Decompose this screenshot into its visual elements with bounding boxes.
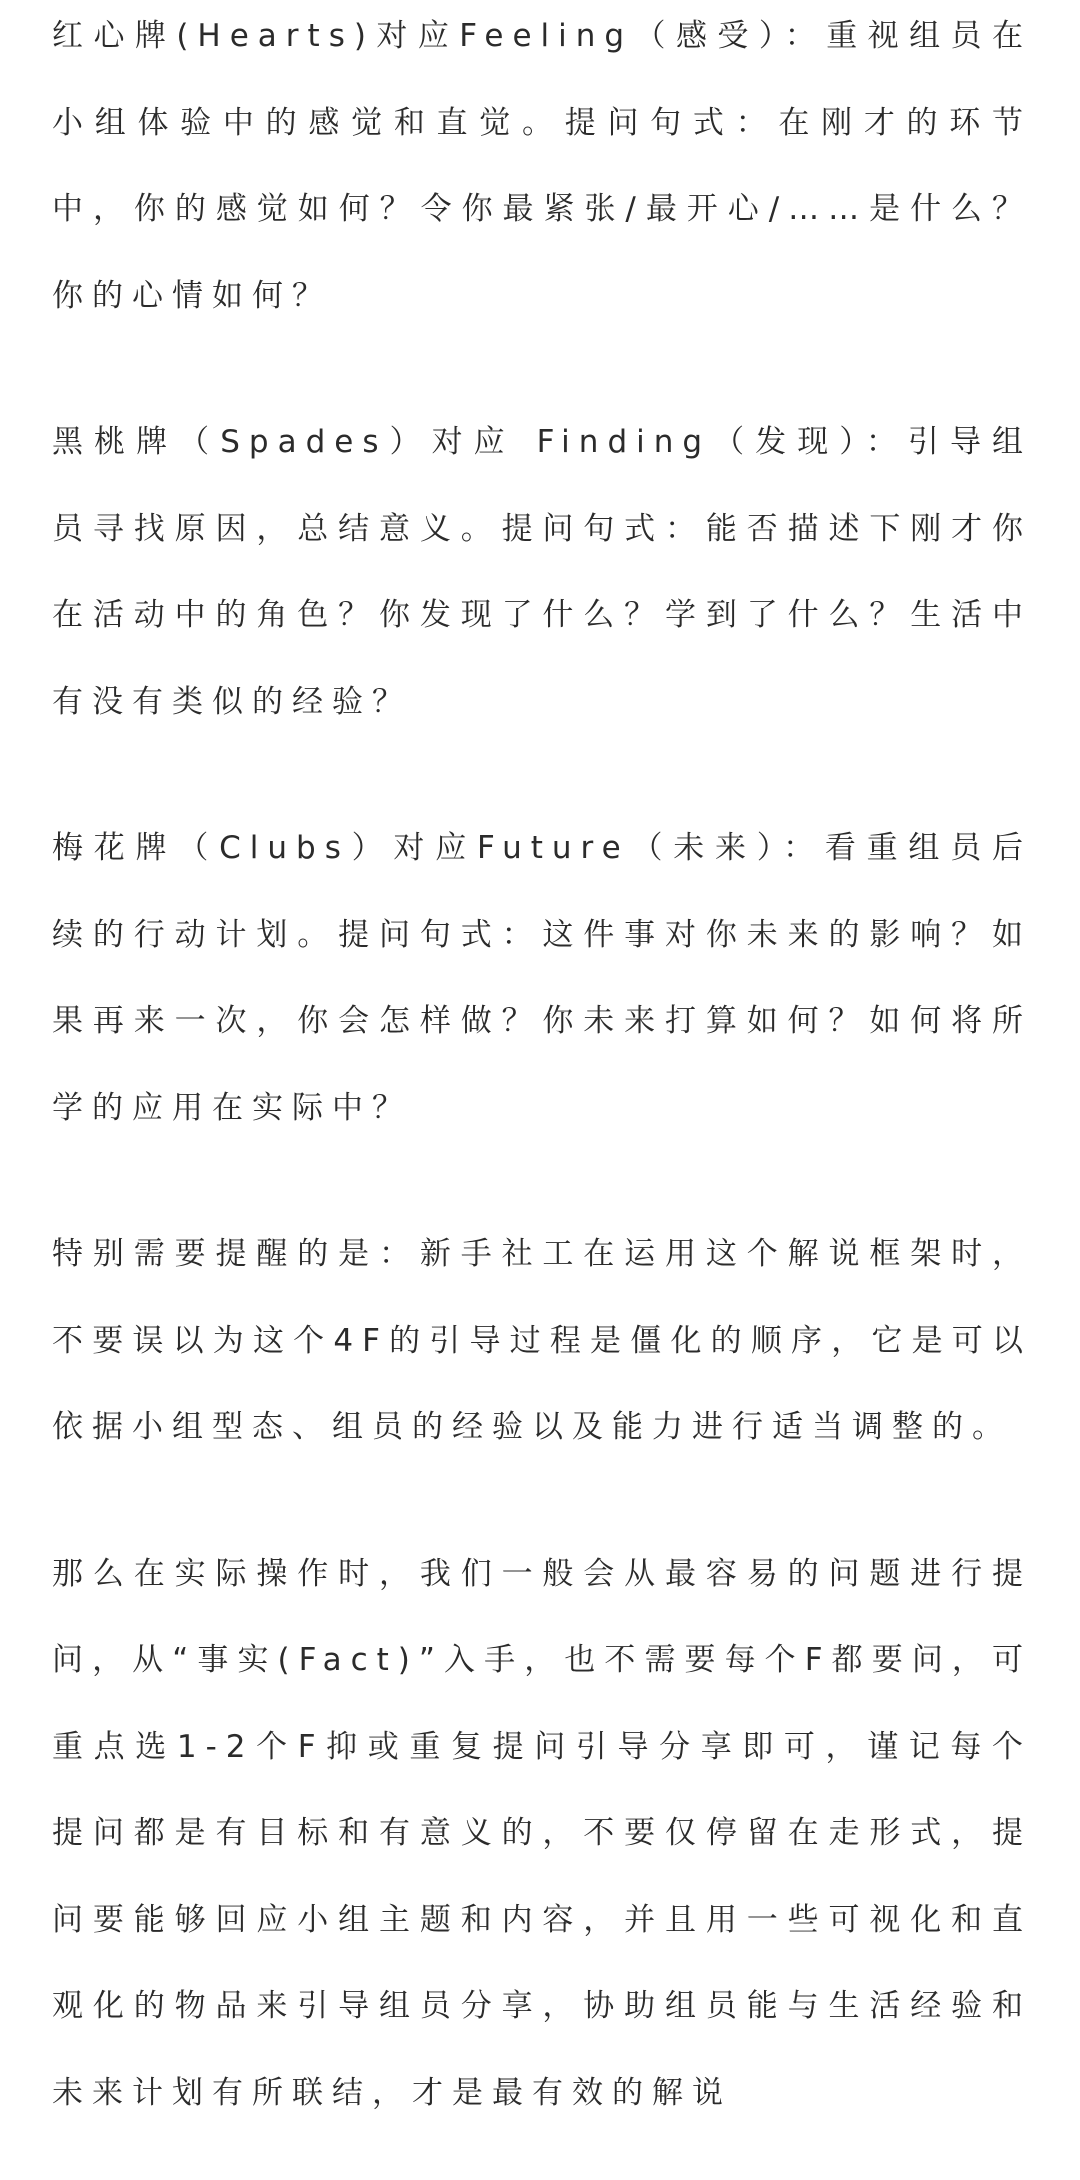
paragraph-clubs-future: 梅花牌（Clubs）对应Future（未来）：看重组员后续的行动计划。提问句式：这件事对你未来的影响？如果再来一次，你会怎样做？你未来打算如何？如何将所学的应用在实际中？ [52, 830, 1032, 1126]
paragraph-practice: 那么在实际操作时，我们一般会从最容易的问题进行提问，从“事实(Fact)”入手，也不需要每个F都要问，可重点选1-2个F抑或重复提问引导分享即可，谨记每个提问都是有目标和有意义的，不要仅停留在走形式，提问要能够回应小组主题和内容，并且用一些可视化和直观化的物品来引导组员分享，协助组员能与生活经验和未来计划有所联结，才是最有效的解说 [52, 1555, 1032, 2111]
paragraph-spades-finding: 黑桃牌（Spades）对应 Finding（发现）：引导组员寻找原因，总结意义。提问句式：能否描述下刚才你在活动中的角色？你发现了什么？学到了什么？生活中有没有类似的经验？ [52, 424, 1032, 720]
paragraph-hearts-feeling: 红心牌(Hearts)对应Feeling（感受）：重视组员在小组体验中的感觉和直觉。提问句式：在刚才的环节中，你的感觉如何？令你最紧张/最开心/……是什么？你的心情如何？ [52, 18, 1032, 314]
paragraph-reminder: 特别需要提醒的是：新手社工在运用这个解说框架时，不要误以为这个4F的引导过程是僵化的顺序，它是可以依据小组型态、组员的经验以及能力进行适当调整的。 [52, 1236, 1032, 1445]
